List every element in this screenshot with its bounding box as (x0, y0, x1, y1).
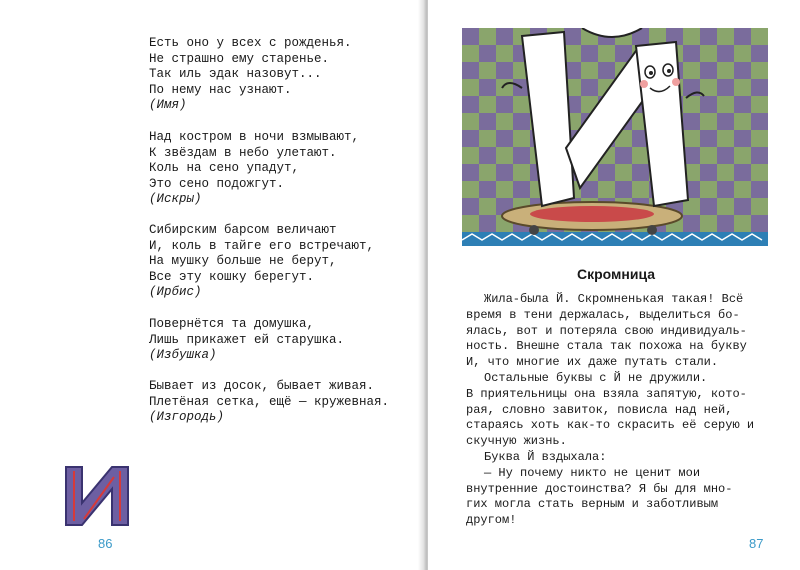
story-paragraph (466, 450, 764, 466)
story-paragraph (466, 466, 764, 529)
story-line: внутренние достоинства? Я бы для мно- (466, 481, 733, 496)
wheel (529, 225, 539, 235)
riddle-line: Лишь прикажет ей старушка. (149, 332, 345, 347)
wheel (647, 225, 657, 235)
story-text (466, 292, 764, 529)
illustration-letter-i-character (462, 28, 768, 246)
riddle-answer: (Избушка) (149, 348, 217, 362)
riddle-line: Это сено подожгут. (149, 176, 285, 191)
letter-i-shape (66, 467, 128, 525)
riddle-line: Не страшно ему старенье. (149, 51, 330, 66)
riddle-2 (149, 130, 409, 208)
riddle-1 (149, 36, 409, 114)
letter-i-decoration (62, 463, 134, 529)
story-line: Буква Й вздыхала: (484, 449, 607, 464)
story-line: И, что многие их даже путать стали. (466, 355, 719, 370)
story-line: другом! (466, 513, 517, 528)
story-line: скучную жизнь. (466, 434, 567, 449)
riddle-5 (149, 379, 409, 426)
riddle-3 (149, 223, 409, 301)
riddle-line: Над костром в ночи взмывают, (149, 130, 360, 144)
riddle-line: Так иль эдак назовут... (149, 67, 322, 81)
story-line: стараясь хоть как-то скрасить её серую и (466, 418, 755, 433)
riddle-line: Бывает из досок, бывает живая. (149, 379, 375, 393)
story-line: В приятельницы она взяла запятую, кото- (466, 386, 747, 401)
page-number-right: 87 (749, 536, 764, 551)
riddle-line: Плетёная сетка, ещё — кружевная. (149, 394, 390, 409)
skateboard-stripe (530, 206, 654, 222)
story-line: Жила-была Й. Скромненькая такая! Всё (484, 292, 744, 306)
story-line: гих могла стать верным и заботливым (466, 497, 719, 512)
story-paragraph (466, 371, 764, 450)
story-paragraph (466, 292, 764, 371)
riddle-line: Все эту кошку берегут. (149, 269, 315, 284)
story-title: Скромница (576, 266, 656, 282)
story-line: время в тени держалась, выделиться бо- (466, 307, 740, 322)
riddle-answer: (Искры) (149, 192, 202, 206)
story-line: — Ну почему никто не ценит мои (484, 465, 701, 480)
story-line: Остальные буквы с Й не дружили. (484, 370, 708, 385)
floor-border (462, 232, 768, 246)
riddle-answer: (Ирбис) (149, 285, 202, 299)
riddle-line: Есть оно у всех с рожденья. (149, 36, 352, 50)
riddle-line: Коль на сено упадут, (149, 161, 300, 175)
story-line: ность. Внешне стала так похожа на букву (466, 339, 747, 354)
riddle-line: И, коль в тайге его встречают, (149, 238, 375, 253)
story-line: рая, словно завиток, повисла над ней, (466, 402, 733, 417)
riddle-line: По нему нас узнают. (149, 82, 292, 97)
story-line: ялась, вот и потеряла свою индивидуаль- (466, 323, 747, 338)
riddle-line: К звёздам в небо улетают. (149, 145, 337, 160)
riddle-line: Повернётся та домушка, (149, 317, 315, 331)
page-number-left: 86 (98, 536, 113, 551)
riddle-line: На мушку больше не берут, (149, 254, 337, 268)
riddle-answer: (Имя) (149, 98, 187, 112)
riddle-4 (149, 317, 409, 364)
riddle-line: Сибирским барсом величают (149, 223, 337, 237)
riddle-answer: (Изгородь) (149, 410, 225, 424)
